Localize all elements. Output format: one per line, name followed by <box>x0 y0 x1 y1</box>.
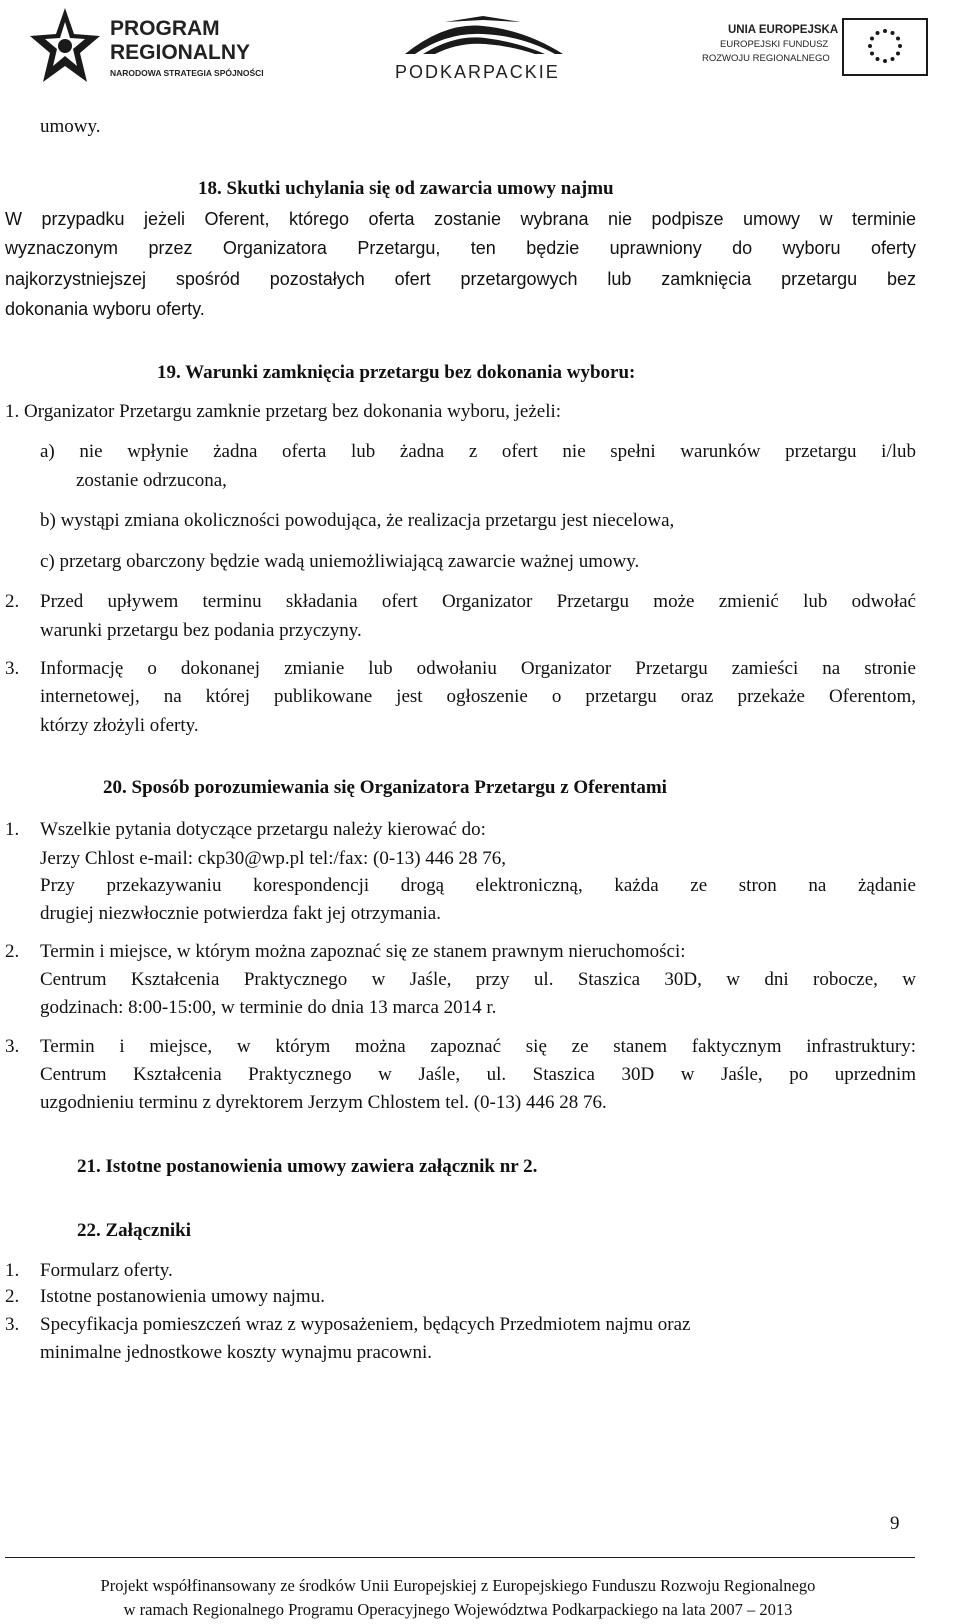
section-20-item-2-number: 2. <box>5 941 20 962</box>
section-20-item-2-line-1: Termin i miejsce, w którym można zapoznać się ze stanem prawnym nieruchomości: <box>40 941 686 962</box>
attachment-2-text: Istotne postanowienia umowy najmu. <box>40 1286 325 1307</box>
section-19-item-2-line-2: warunki przetargu bez podania przyczyny. <box>40 620 362 641</box>
section-18-line-1: W przypadku jeżeli Oferent, którego oferta zostanie wybrana nie podpisze umowy w terminie <box>5 209 916 229</box>
page-number: 9 <box>890 1513 900 1534</box>
section-19-item-c: c) przetarg obarczony będzie wadą uniemożliwiającą zawarcie ważnej umowy. <box>40 551 640 572</box>
attachment-1-number: 1. <box>5 1260 20 1281</box>
attachment-3-number: 3. <box>5 1314 20 1335</box>
program-logo-line3: NARODOWA STRATEGIA SPÓJNOŚCI <box>110 68 264 78</box>
section-19-item-3-line-2: internetowej, na której publikowane jest ogłoszenie o przetargu oraz przekaże Oferentom, <box>40 686 916 707</box>
section-18-heading: 18. Skutki uchylania się od zawarcia umowy najmu <box>198 178 614 199</box>
section-20-heading: 20. Sposób porozumiewania się Organizatora Przetargu z Oferentami <box>103 777 667 798</box>
eu-logo <box>698 18 938 78</box>
attachment-2-number: 2. <box>5 1286 20 1307</box>
eu-logo-line1: UNIA EUROPEJSKA <box>728 24 839 36</box>
section-20-item-1-number: 1. <box>5 819 20 840</box>
podkarpackie-logo <box>395 14 585 84</box>
section-18-line-4: dokonania wyboru oferty. <box>5 299 205 319</box>
section-19-item-2-number: 2. <box>5 591 20 612</box>
section-19-item-3-line-1: Informację o dokonanej zmianie lub odwołaniu Organizator Przetargu zamieści na stronie <box>40 658 916 679</box>
program-star-emblem-icon <box>30 6 100 86</box>
section-18-line-3: najkorzystniejszej spośród pozostałych ofert przetargowych lub zamknięcia przetargu bez <box>5 269 916 289</box>
section-19-item-3-line-3: którzy złożyli oferty. <box>40 715 199 736</box>
podkarpackie-mountain-emblem-icon <box>405 14 565 56</box>
attachment-1-text: Formularz oferty. <box>40 1260 173 1281</box>
program-logo-line1: PROGRAM <box>110 17 220 40</box>
attachment-3-text-cont: minimalne jednostkowe koszty wynajmu pracowni. <box>40 1342 433 1363</box>
section-19-item-3-number: 3. <box>5 658 20 679</box>
section-20-item-3-line-1: Termin i miejsce, w którym można zapoznać się ze stanem faktycznym infrastruktury: <box>40 1036 916 1057</box>
section-19-item-a: a) nie wpłynie żadna oferta lub żadna z ofert nie spełni warunków przetargu i/lub <box>40 441 916 462</box>
section-19-heading: 19. Warunki zamknięcia przetargu bez dokonania wyboru: <box>157 362 636 383</box>
section-20-item-1-line-3: Przy przekazywaniu korespondencji drogą elektroniczną, każda ze stron na żądanie <box>40 875 916 896</box>
section-20-item-1-line-1: Wszelkie pytania dotyczące przetargu należy kierować do: <box>40 819 486 840</box>
attachment-3-text: Specyfikacja pomieszczeń wraz z wyposażeniem, będących Przedmiotem najmu oraz <box>40 1314 691 1335</box>
podkarpackie-logo-text: PODKARPACKIE <box>395 62 560 82</box>
eu-logo-line3: ROZWOJU REGIONALNEGO <box>702 53 830 64</box>
section-19-item-a-cont: zostanie odrzucona, <box>76 470 227 491</box>
eu-flag-icon <box>842 18 928 76</box>
section-22-heading: 22. Załączniki <box>77 1220 192 1241</box>
section-19-item-2-line-1: Przed upływem terminu składania ofert Organizator Przetargu może zmienić lub odwołać <box>40 591 916 612</box>
program-regionalny-logo <box>30 6 300 86</box>
continuation-text: umowy. <box>40 116 101 137</box>
section-20-item-3-line-2: Centrum Kształcenia Praktycznego w Jaśle, ul. Staszica 30D w Jaśle, po uprzednim <box>40 1064 916 1085</box>
section-20-item-2-line-2: Centrum Kształcenia Praktycznego w Jaśle, przy ul. Staszica 30D, w dni robocze, w <box>40 969 916 990</box>
footer-divider <box>5 1557 915 1558</box>
section-19-item-b: b) wystąpi zmiana okoliczności powodująca, że realizacja przetargu jest niecelowa, <box>40 510 675 531</box>
section-20-item-3-number: 3. <box>5 1036 20 1057</box>
section-20-item-3-line-3: uzgodnieniu terminu z dyrektorem Jerzym Chlostem tel. (0-13) 446 28 76. <box>40 1092 607 1113</box>
section-20-item-1-line-2: Jerzy Chlost e-mail: ckp30@wp.pl tel:/fax: (0-13) 446 28 76, <box>40 848 507 869</box>
section-19-item-1: 1. Organizator Przetargu zamknie przetarg bez dokonania wyboru, jeżeli: <box>5 401 562 422</box>
section-20-item-2-line-3: godzinach: 8:00-15:00, w terminie do dnia 13 marca 2014 r. <box>40 997 497 1018</box>
footer-line-1: Projekt współfinansowany ze środków Unii Europejskiej z Europejskiego Funduszu Rozwoju Regionalnego <box>100 1576 816 1595</box>
eu-logo-line2: EUROPEJSKI FUNDUSZ <box>720 39 829 50</box>
section-21-heading: 21. Istotne postanowienia umowy zawiera załącznik nr 2. <box>77 1156 538 1177</box>
section-20-item-1-line-4: drugiej niezwłocznie potwierdza fakt jej otrzymania. <box>40 903 441 924</box>
program-logo-line2: REGIONALNY <box>110 41 251 64</box>
footer-line-2: w ramach Regionalnego Programu Operacyjnego Województwa Podkarpackiego na lata 2007 – 2013 <box>123 1600 793 1619</box>
section-18-line-2: wyznaczonym przez Organizatora Przetargu, ten będzie uprawniony do wyboru oferty <box>5 238 916 258</box>
